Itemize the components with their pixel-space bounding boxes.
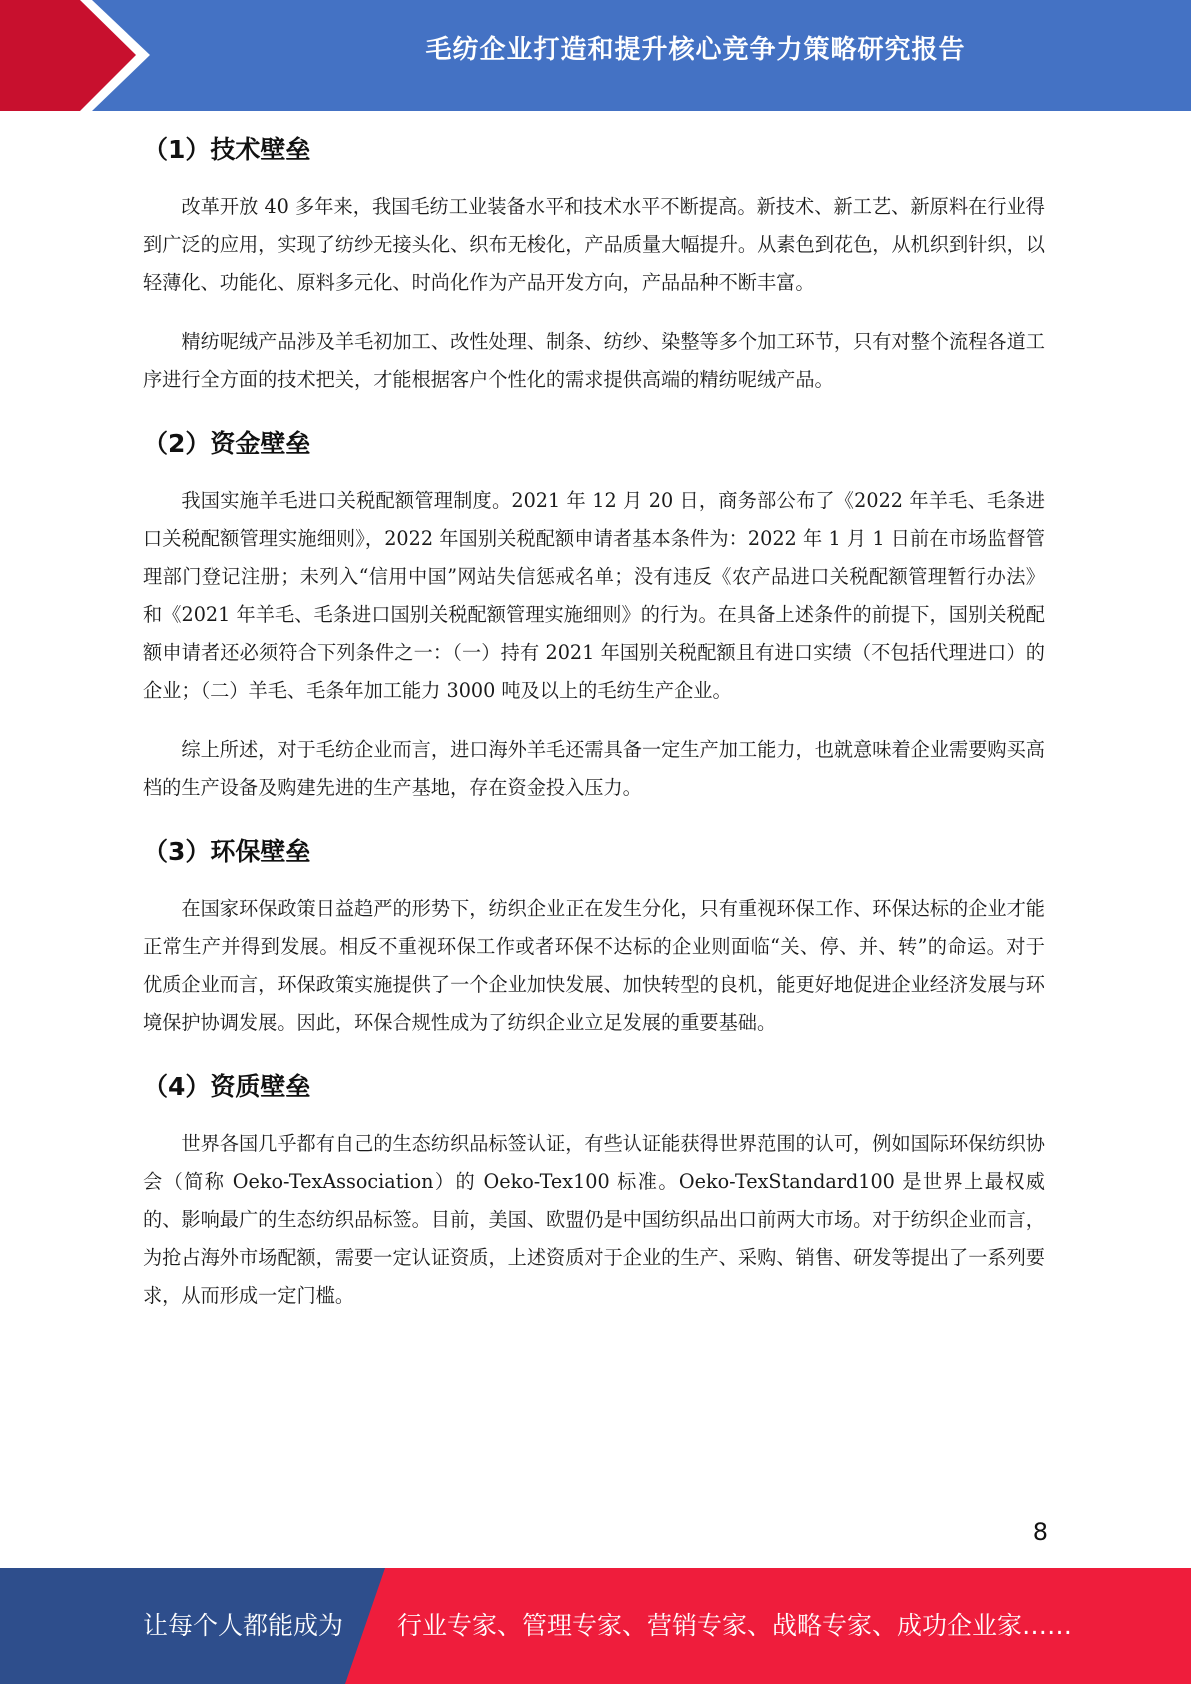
paragraph: 我国实施羊毛进口关税配额管理制度。2021 年 12 月 20 日，商务部公布了《2022 年羊毛、毛条进口关税配额管理实施细则》，2022 年国别关税配额申请者基本条件为：2022 年 1 月 1 日前在市场监督管理部门登记注册；未列入“信用中国”网站失信惩戒名单；没有违反《农产品进口关税配额管理暂行办法》和《2021 年羊毛、毛条进口国别关税配额管理实施细则》的行为。在具备上述条件的前提下，国别关税配额申请者还必须符合下列条件之一：（一）持有 2021 年国别关税配额且有进口实绩（不包括代理进口）的企业；（二）羊毛、毛条年加工能力 3000 吨及以上的毛纺生产企业。	[143, 489, 1045, 702]
document-title: 毛纺企业打造和提升核心竞争力策略研究报告	[425, 35, 966, 65]
page-footer	[0, 1568, 1191, 1684]
paragraph: 精纺呢绒产品涉及羊毛初加工、改性处理、制条、纺纱、染整等多个加工环节，只有对整个流程各道工序进行全方面的技术把关，才能根据客户个性化的需求提供高端的精纺呢绒产品。	[143, 330, 1045, 391]
footer-slogan-left: 让每个人都能成为	[143, 1611, 344, 1640]
footer-slogan-right: 行业专家、管理专家、营销专家、战略专家、成功企业家……	[397, 1611, 1073, 1640]
section-capital-barrier	[143, 420, 1045, 807]
paragraph: 综上所述，对于毛纺企业而言，进口海外羊毛还需具备一定生产加工能力，也就意味着企业需要购买高档的生产设备及购建先进的生产基地，存在资金投入压力。	[143, 738, 1045, 799]
section-technology-barrier	[143, 126, 1045, 399]
paragraph: 世界各国几乎都有自己的生态纺织品标签认证，有些认证能获得世界范围的认可，例如国际环保纺织协会（简称 Oeko-TexAssociation）的 Oeko-Tex100 标准。Oeko-TexStandard100 是世界上最权威的、影响最广的生态纺织品标签。目前，美国、欧盟仍是中国纺织品出口前两大市场。对于纺织企业而言，为抢占海外市场配额，需要一定认证资质，上述资质对于企业的生产、采购、销售、研发等提出了一系列要求，从而形成一定门槛。	[143, 1132, 1045, 1307]
page-content	[143, 126, 1045, 1336]
paragraph: 改革开放 40 多年来，我国毛纺工业装备水平和技术水平不断提高。新技术、新工艺、新原料在行业得到广泛的应用，实现了纺纱无接头化、织布无梭化，产品质量大幅提升。从素色到花色，从机织到针织，以轻薄化、功能化、原料多元化、时尚化作为产品开发方向，产品品种不断丰富。	[143, 195, 1045, 294]
page-header	[0, 0, 1191, 111]
red-chevron-decoration	[0, 0, 160, 111]
section-qualification-barrier	[143, 1063, 1045, 1315]
section-heading: （3）环保壁垒	[143, 837, 311, 866]
section-heading: （2）资金壁垒	[143, 429, 311, 458]
section-heading: （4）资质壁垒	[143, 1072, 311, 1101]
page-number: 8	[1032, 1518, 1048, 1546]
section-heading: （1）技术壁垒	[143, 135, 311, 164]
paragraph: 在国家环保政策日益趋严的形势下，纺织企业正在发生分化，只有重视环保工作、环保达标的企业才能正常生产并得到发展。相反不重视环保工作或者环保不达标的企业则面临“关、停、并、转”的命运。对于优质企业而言，环保政策实施提供了一个企业加快发展、加快转型的良机，能更好地促进企业经济发展与环境保护协调发展。因此，环保合规性成为了纺织企业立足发展的重要基础。	[143, 897, 1045, 1034]
section-environmental-barrier	[143, 828, 1045, 1042]
